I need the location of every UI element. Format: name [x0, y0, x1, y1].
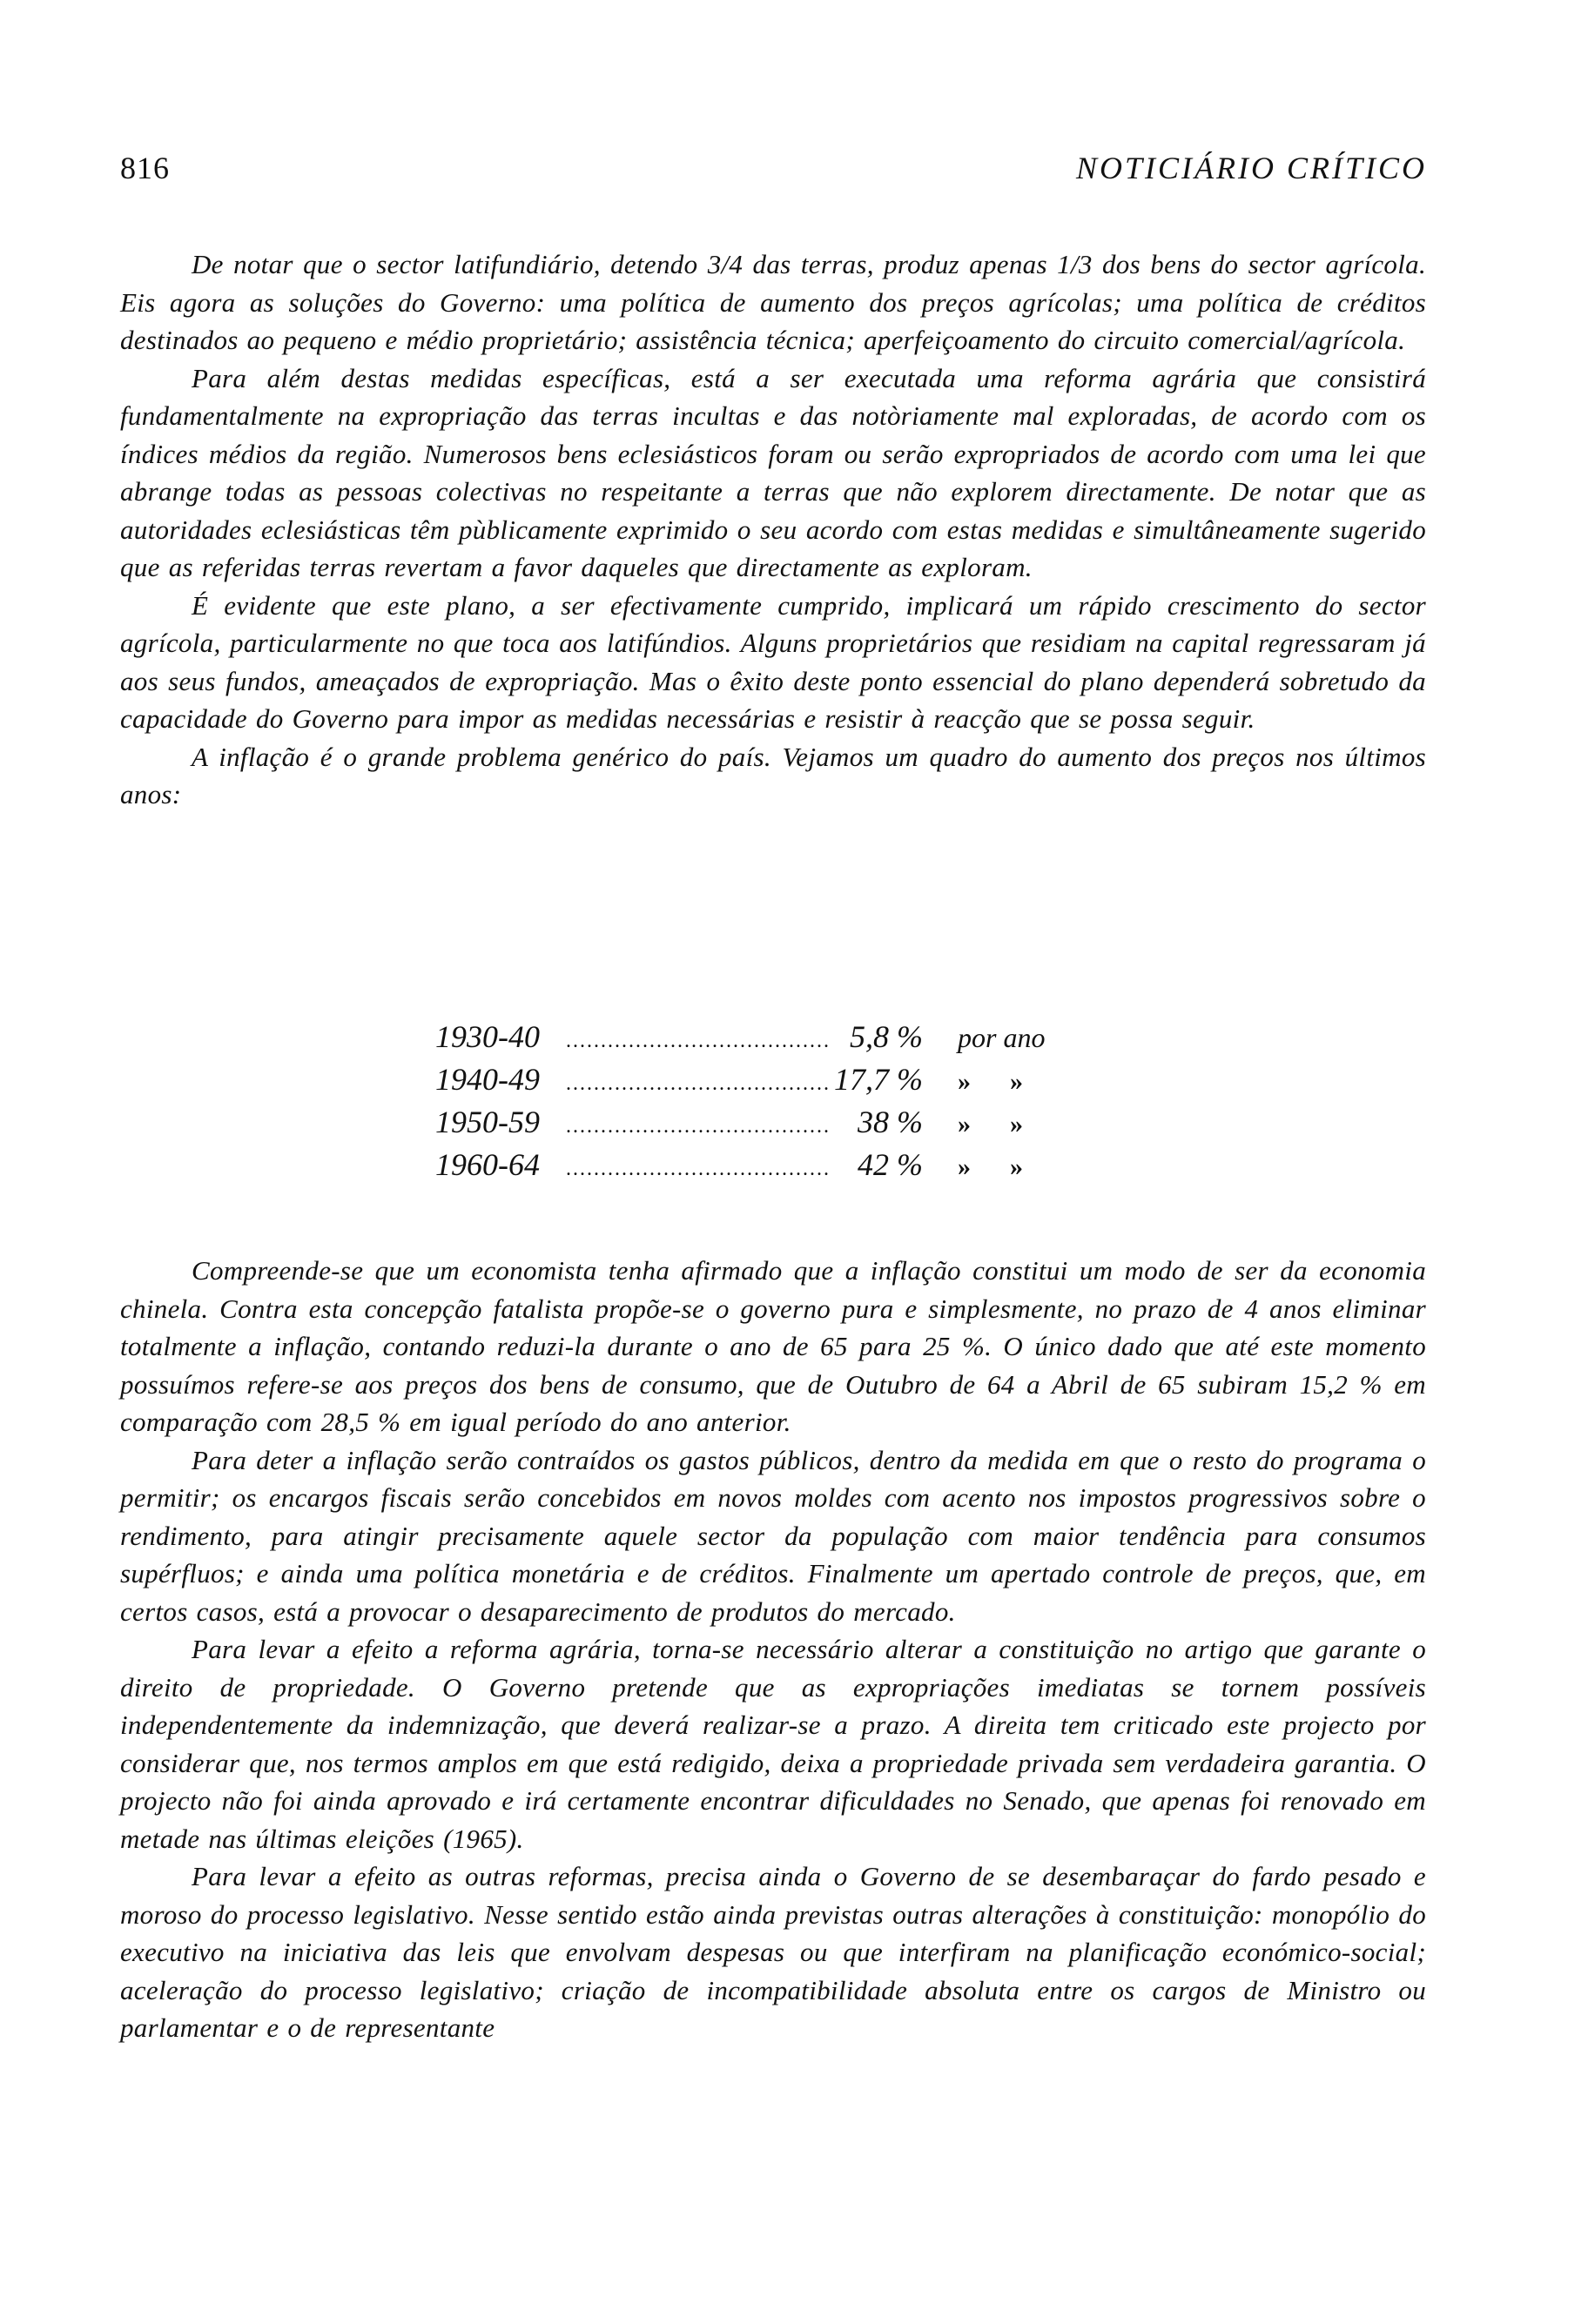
paragraph: De notar que o sector latifundiário, detendo 3/4 das terras, produz apenas 1/3 dos bens do sector agrícola. Eis agora as soluções do Governo: uma política de aumento dos preços agrícolas; uma política de créditos destinados ao pequeno e médio proprietário; assistência técnica; aperfeiçoamento do circuito comercial/agrícola.: [120, 249, 1426, 355]
table-row: [435, 1101, 1132, 1144]
table-row: [435, 1144, 1132, 1186]
unit-cell: por ano: [958, 1022, 1046, 1053]
ditto-mark: »: [958, 1110, 971, 1138]
period-cell: 1930-40: [435, 1019, 540, 1054]
period-cell: 1950-59: [435, 1105, 540, 1139]
paragraph: Para deter a inflação serão contraídos os gastos públicos, dentro da medida em que o resto do programa o permitir; os encargos fiscais serão concebidos em novos moldes com acento nos impostos progressivos sobre o rendimento, para atingir precisamente aquele sector da população com maior tendência para consumos supérfluos; e ainda uma política monetária e de créditos. Finalmente um apertado controle de preços, que, em certos casos, está a provocar o desaparecimento de produtos do mercado.: [120, 1444, 1426, 1627]
paragraph: A inflação é o grande problema genérico do país. Vejamos um quadro do aumento dos preços nos últimos anos:: [120, 741, 1426, 809]
paragraph: Para além destas medidas específicas, está a ser executada uma reforma agrária que consistirá fundamentalmente na expropriação das terras incultas e das notòriamente mal exploradas, de acordo com os índices médios da região. Numerosos bens eclesiásticos foram ou serão expropriados de acordo com uma lei que abrange todas as pessoas colectivas no respeitante a terras que não explorem directamente. De notar que as autoridades eclesiásticas têm pùblicamente exprimido o seu acordo com estas medidas e simultâneamente sugerido que as referidas terras revertam a favor daqueles que directamente as exploram.: [120, 362, 1426, 582]
text-block-after-table: [120, 1252, 1426, 2047]
period-cell: 1960-64: [435, 1147, 540, 1182]
rate-cell: 42 %: [858, 1147, 923, 1182]
paragraph: Para levar a efeito a reforma agrária, torna-se necessário alterar a constituição no artigo que garante o direito de propriedade. O Governo pretende que as expropriações imediatas se tornem possíveis independentemente da indemnização, que deverá realizar-se a prazo. A direita tem criticado este projecto por considerar que, nos termos amplos em que está redigido, deixa a propriedade privada sem verdadeira garantia. O projecto não foi ainda aprovado e irá certamente encontrar dificuldades no Senado, que apenas foi renovado em metade nas últimas eleições (1965).: [120, 1634, 1426, 1854]
dot-leader: ......................................: [566, 1072, 831, 1095]
running-title: NOTICIÁRIO CRÍTICO: [1076, 151, 1427, 185]
ditto-mark: »: [958, 1152, 971, 1181]
ditto-mark: »: [1010, 1110, 1023, 1138]
text-block-before-table: [120, 245, 1426, 814]
paragraph: Para levar a efeito as outras reformas, precisa ainda o Governo de se desembaraçar do fardo pesado e moroso do processo legislativo. Nesse sentido estão ainda previstas outras alterações à constituição: monopólio do executivo na iniciativa das leis que envolvam despesas ou que interfiram na planificação económico-social; aceleração do processo legislativo; criação de incompatibilidade absoluta entre os cargos de Ministro ou parlamentar e o de representante: [120, 1861, 1426, 2043]
rate-cell: 5,8 %: [850, 1019, 923, 1054]
unit-cell: [940, 1145, 1132, 1188]
inflation-table: [435, 1016, 1132, 1186]
rate-cell: 17,7 %: [834, 1062, 923, 1097]
paragraph: É evidente que este plano, a ser efectivamente cumprido, implicará um rápido crescimento do sector agrícola, particularmente no que toca aos latifúndios. Alguns proprietários que residiam na capital regressaram já aos seus fundos, ameaçados de expropriação. Mas o êxito deste ponto essencial do plano dependerá sobretudo da capacidade do Governo para impor as medidas necessárias e resistir à reacção que se possa seguir.: [120, 589, 1426, 734]
unit-cell: [940, 1059, 1132, 1103]
dot-leader: ......................................: [566, 1158, 831, 1180]
dot-leader: ......................................: [566, 1030, 831, 1052]
table-row: [435, 1058, 1132, 1101]
ditto-mark: »: [958, 1067, 971, 1096]
table-row: [435, 1016, 1132, 1058]
ditto-mark: »: [1010, 1152, 1023, 1181]
dot-leader: ......................................: [566, 1115, 831, 1138]
page-header: [120, 150, 1427, 193]
period-cell: 1940-49: [435, 1062, 540, 1097]
page-number: 816: [120, 151, 170, 185]
paragraph: Compreende-se que um economista tenha afirmado que a inflação constitui um modo de ser da economia chinela. Contra esta concepção fatalista propõe-se o governo pura e simplesmente, no prazo de 4 anos eliminar totalmente a inflação, contando reduzi-la durante o ano de 65 para 25 %. O único dado que até este momento possuímos refere-se aos preços dos bens de consumo, que de Outubro de 64 a Abril de 65 subiram 15,2 % em comparação com 28,5 % em igual período do ano anterior.: [120, 1255, 1426, 1437]
rate-cell: 38 %: [858, 1105, 923, 1139]
unit-cell: [940, 1102, 1132, 1145]
ditto-mark: »: [1010, 1067, 1023, 1096]
